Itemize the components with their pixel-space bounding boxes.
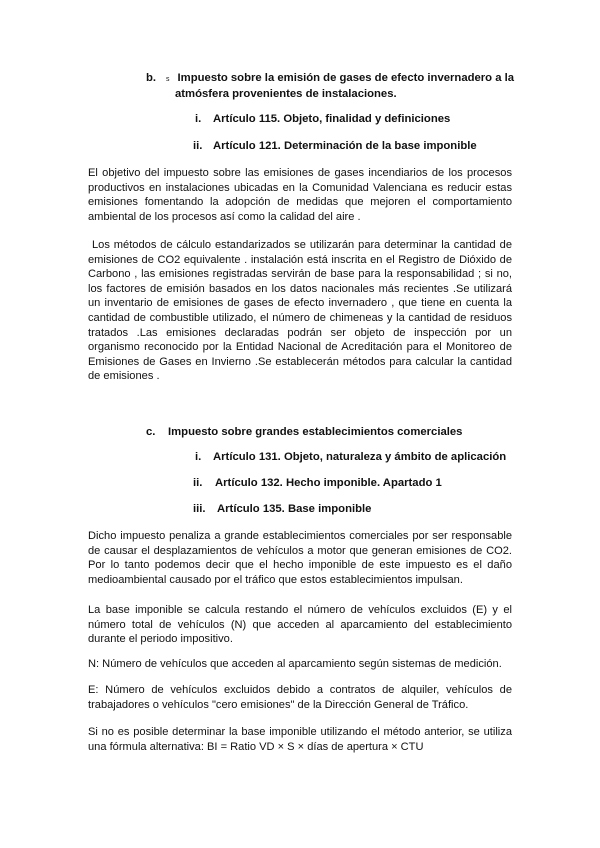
article-115-heading [195,112,450,127]
paragraph-objetivo: El objetivo del impuesto sobre las emisiones de gases incendiarios de los procesos productivos en instalaciones ubicadas en la Comunidad Valenciana es reducir estas emisiones fomentando la adopción de medidas que mejoren el comportamiento ambiental de los procesos así como la calidad del aire . [88,167,512,223]
article-title: Artículo 132. Hecho imponible. Apartado 1 [215,477,442,489]
article-135-heading [193,502,371,517]
paragraph-base-imponible: La base imponible se calcula restando el número de vehículos excluidos (E) y el número total de vehículos (N) que acceden al aparcamiento del establecimiento durante el periodo impositivo. [88,604,512,646]
article-132-heading [193,476,442,491]
article-title: Artículo 115. Objeto, finalidad y definiciones [213,113,451,125]
paragraph-dicho-impuesto: Dicho impuesto penaliza a grande establecimientos comerciales por ser responsable de causar el desplazamientos de vehículos a motor que generan emisiones de CO2. Por lo tanto podemos decir que el hecho imponible de este impuesto es el daño medioambiental causado por el tráfico que estos establecimientos impulsan. [88,530,512,586]
article-131-heading [195,450,506,465]
article-num: iii. [193,503,206,515]
section-b-letter: b. [146,72,157,84]
article-title: Artículo 135. Base imponible [217,503,372,515]
article-num: ii. [193,140,203,152]
section-c-title: Impuesto sobre grandes establecimientos comerciales [168,426,463,438]
section-b-heading [146,71,514,87]
section-c-heading [146,425,462,440]
paragraph-formula-alternativa: Si no es posible determinar la base imponible utilizando el método anterior, se utiliza una fórmula alternativa: BI = Ratio VD × S × días de apertura × CTU [88,726,512,753]
section-b-marker: s [166,76,170,83]
article-num: i. [195,113,202,125]
definition-n: N: Número de vehículos que acceden al aparcamiento según sistemas de medición. [88,658,502,670]
article-title: Artículo 121. Determinación de la base imponible [213,140,477,152]
definition-e: E: Número de vehículos excluidos debido a contratos de alquiler, vehículos de trabajadores o vehículos "cero emisiones" de la Dirección General de Tráfico. [88,684,512,711]
article-num: ii. [193,477,203,489]
article-title: Artículo 131. Objeto, naturaleza y ámbito de aplicación [213,451,507,463]
section-b-title-line2: atmósfera provenientes de instalaciones. [175,88,397,100]
article-121-heading [193,139,477,154]
article-num: i. [195,451,202,463]
section-b-title-line1: Impuesto sobre la emisión de gases de efecto invernadero a la [177,72,515,84]
section-c-letter: c. [146,426,156,438]
paragraph-metodos: Los métodos de cálculo estandarizados se utilizarán para determinar la cantidad de emisiones de CO2 equivalente . instalación está inscrita en el Registro de Dióxido de Carbono , las emisiones registradas servirán de base para la responsabilidad ; si no, los factores de emisión basados en los datos nacionales más recientes .Se utilizará un inventario de emisiones de gases de efecto invernadero , que tiene en cuenta la cantidad de combustible utilizado, el número de chimeneas y la cantidad de residuos tratados .Las emisiones declaradas podrán ser objeto de inspección por un organismo reconocido por la Entidad Nacional de Acreditación para el Monitoreo de Emisiones de Gases en Invierno .Se establecerán métodos para calcular la cantidad de emisiones . [88,239,512,383]
